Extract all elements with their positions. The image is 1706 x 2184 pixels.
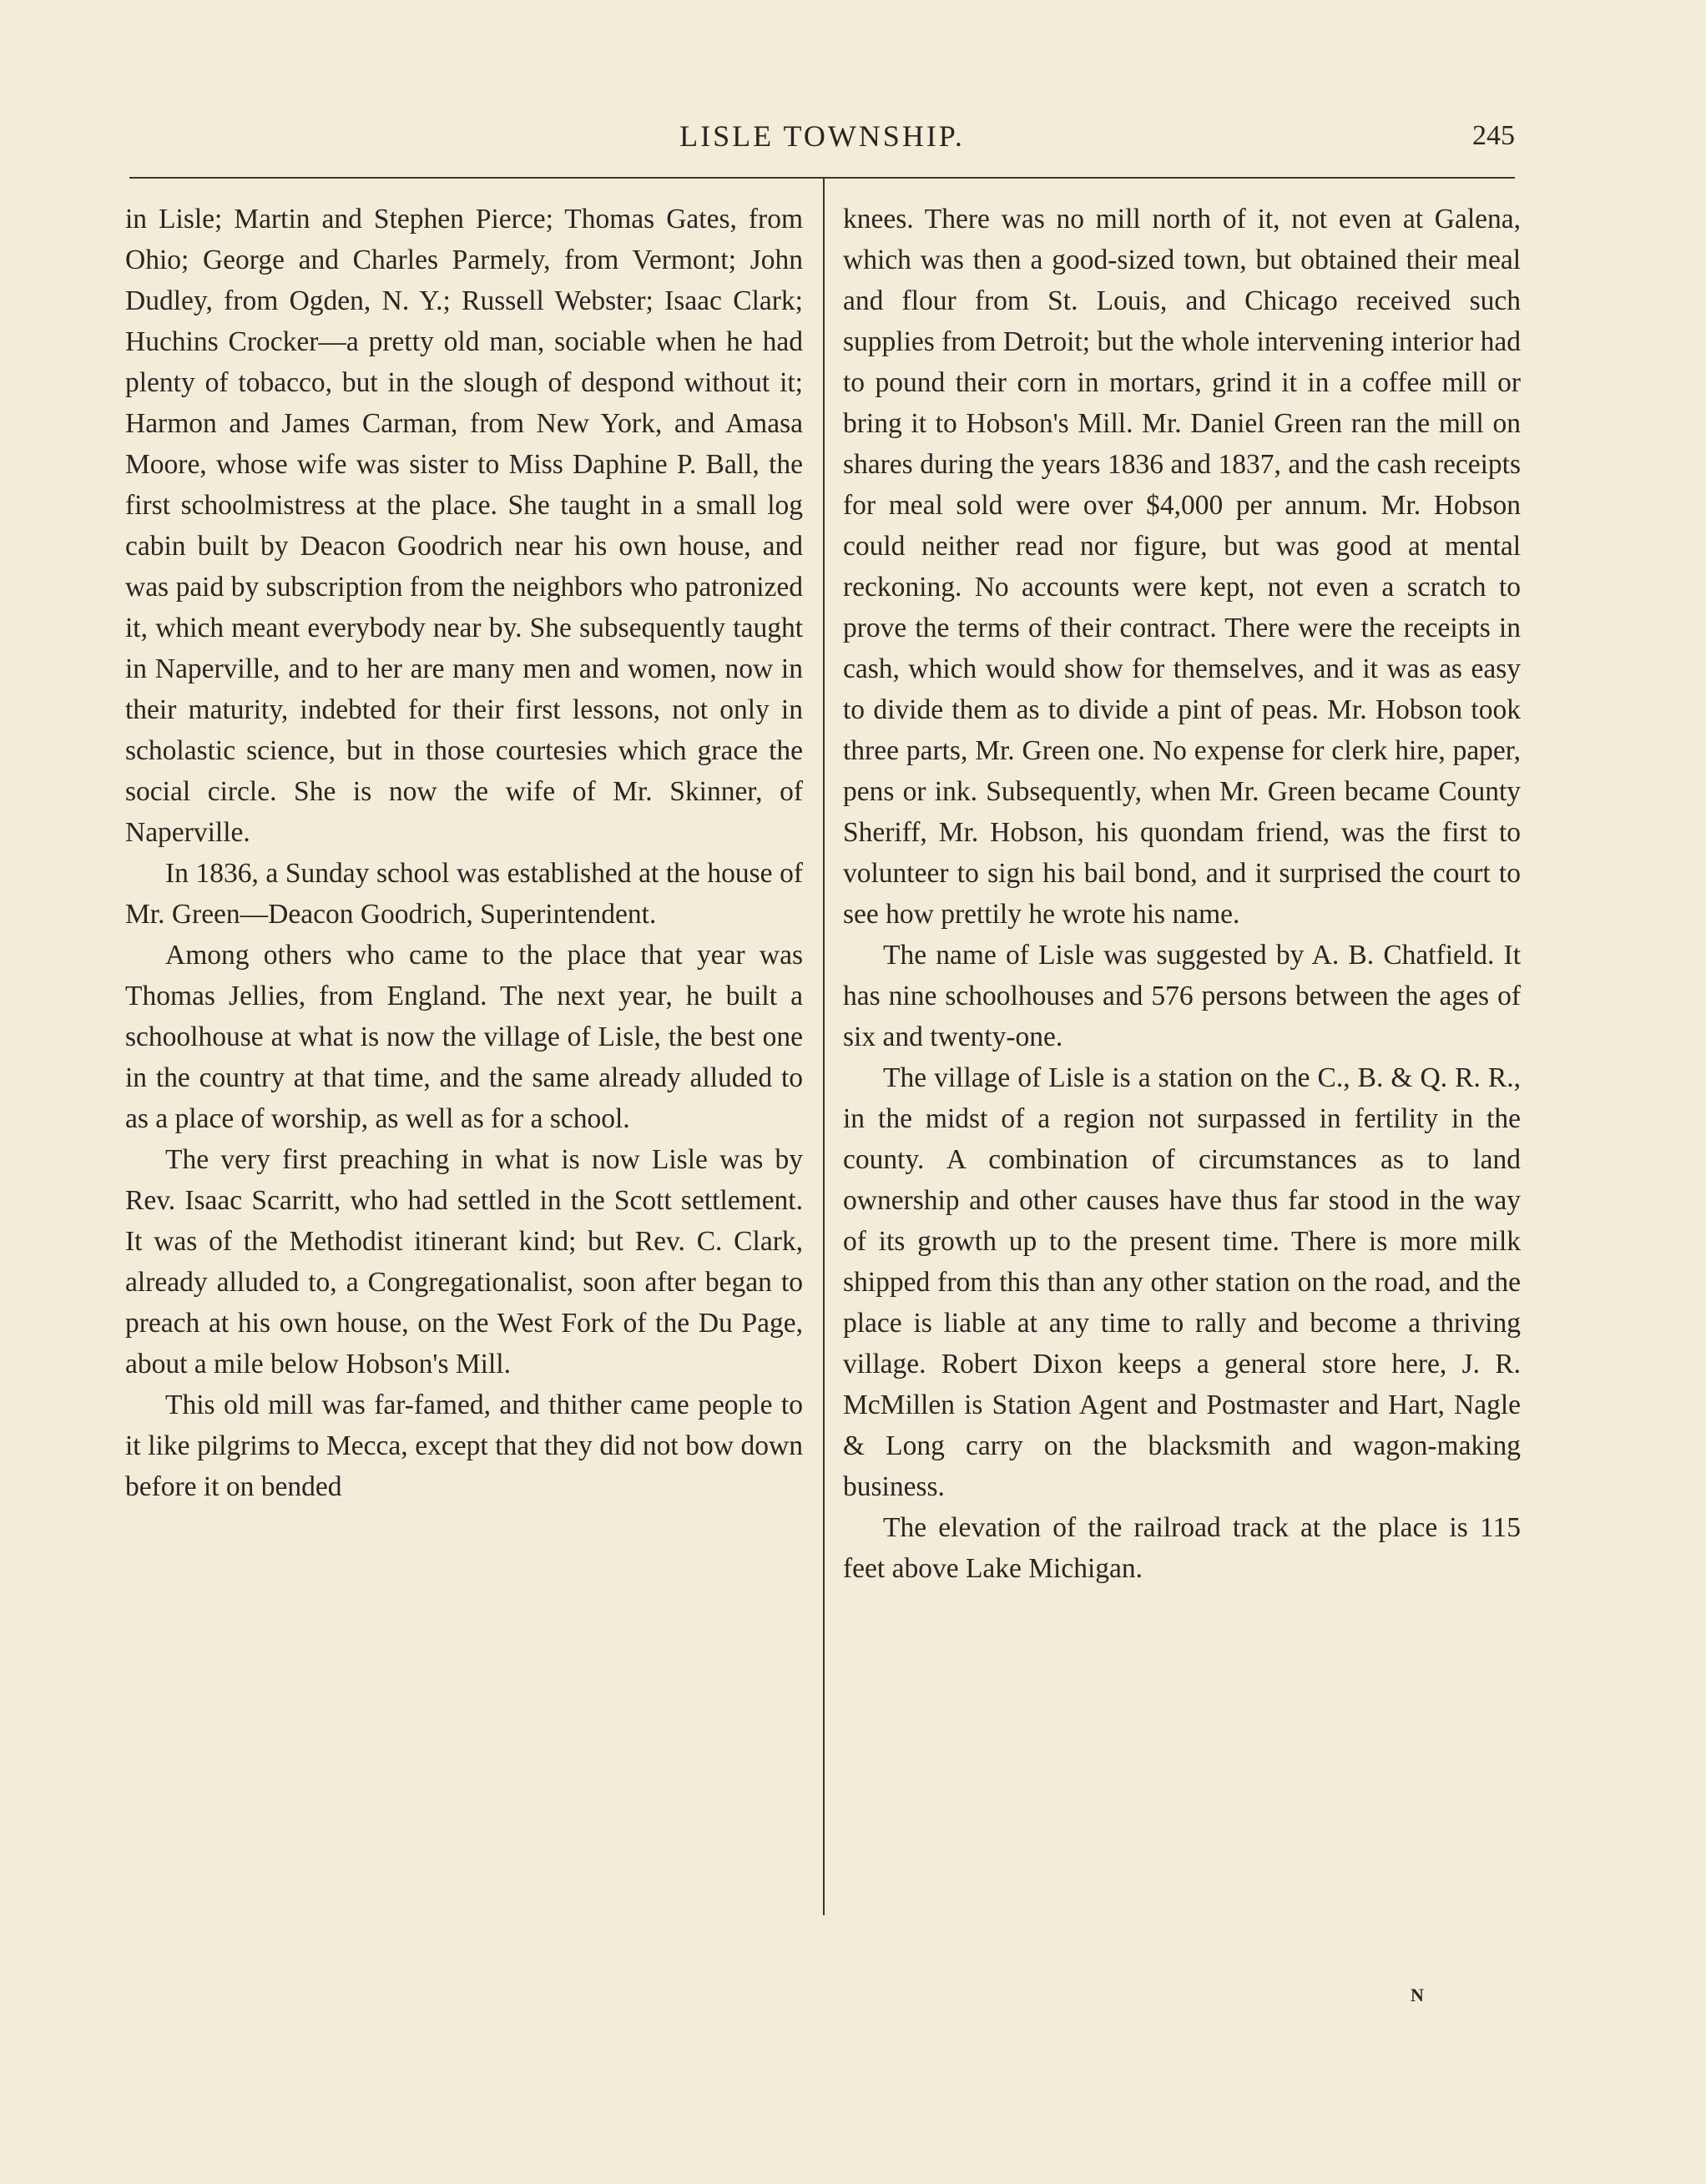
paragraph: The very first preaching in what is now Lisle was by Rev. Isaac Scarritt, who had settled in the Scott settlement. It was of the Methodist itinerant kind; but Rev. C. Clark, already alluded to, a Congregationalist, soon after began to preach at his own house, on the West Fork of the Du Page, about a mile below Hobson's Mill. xyxy=(125,1144,803,1380)
paragraph: knees. There was no mill north of it, not even at Galena, which was then a good-sized town, but obtained their meal and flour from St. Louis, and Chicago received such supplies from Detroit; but the whole intervening interior had to pound their corn in mortars, grind it in a coffee mill or bring it to Hobson's Mill. Mr. Daniel Green ran the mill on shares during the years 1836 and 1837, and the cash receipts for meal sold were over $4,000 per annum. Mr. Hobson could neither read nor figure, but was good at mental reckoning. No accounts were kept, not even a scratch to prove the terms of their contract. There were the receipts in cash, which would show for themselves, and it was as easy to divide them as to divide a pint of peas. Mr. Hobson took three parts, Mr. Green one. No expense for clerk hire, paper, pens or ink. Subsequently, when Mr. Green became County Sheriff, Mr. Hobson, his quondam friend, was the first to volunteer to sign his bail bond, and it surprised the court to see how prettily he wrote his name. xyxy=(843,204,1521,930)
paragraph: in Lisle; Martin and Stephen Pierce; Thomas Gates, from Ohio; George and Charles Parmely, from Vermont; John Dudley, from Ogden, N. Y.; Russell Webster; Isaac Clark; Huchins Crocker—a pretty old man, sociable when he had plenty of tobacco, but in the slough of despond without it; Harmon and James Carman, from New York, and Amasa Moore, whose wife was sister to Miss Daphine P. Ball, the first schoolmistress at the place. She taught in a small log cabin built by Deacon Goodrich near his own house, and was paid by subscription from the neighbors who patronized it, which meant everybody near by. She subsequently taught in Naperville, and to her are many men and women, now in their maturity, indebted for their first lessons, not only in scholastic science, but in those courtesies which grace the social circle. She is now the wife of Mr. Skinner, of Naperville. xyxy=(125,204,803,848)
paragraph: This old mill was far-famed, and thither came people to it like pilgrims to Mecca, except that they did not bow down before it on bended xyxy=(125,1390,803,1502)
column-rule xyxy=(823,177,825,1915)
page-header xyxy=(129,119,1515,169)
paragraph: The elevation of the railroad track at the place is 115 feet above Lake Michigan. xyxy=(843,1512,1521,1584)
right-column xyxy=(843,199,1521,1589)
running-head: LISLE TOWNSHIP. xyxy=(679,119,965,153)
signature-mark: N xyxy=(1411,1985,1424,2005)
page-number: 245 xyxy=(1472,120,1515,151)
header-rule xyxy=(129,177,1515,179)
paragraph: In 1836, a Sunday school was established at the house of Mr. Green—Deacon Goodrich, Superintendent. xyxy=(125,858,803,930)
paragraph: The village of Lisle is a station on the C., B. & Q. R. R., in the midst of a region not surpassed in fertility in the county. A combination of circumstances as to land ownership and other causes have thus far stood in the way of its growth up to the present time. There is more milk shipped from this than any other station on the road, and the place is liable at any time to rally and become a thriving village. Robert Dixon keeps a general store here, J. R. McMillen is Station Agent and Postmaster and Hart, Nagle & Long carry on the blacksmith and wagon-making business. xyxy=(843,1062,1521,1502)
paragraph: The name of Lisle was suggested by A. B. Chatfield. It has nine schoolhouses and 576 persons between the ages of six and twenty-one. xyxy=(843,940,1521,1052)
left-column xyxy=(125,199,803,1507)
paragraph: Among others who came to the place that year was Thomas Jellies, from England. The next year, he built a schoolhouse at what is now the village of Lisle, the best one in the country at that time, and the same already alluded to as a place of worship, as well as for a school. xyxy=(125,940,803,1134)
